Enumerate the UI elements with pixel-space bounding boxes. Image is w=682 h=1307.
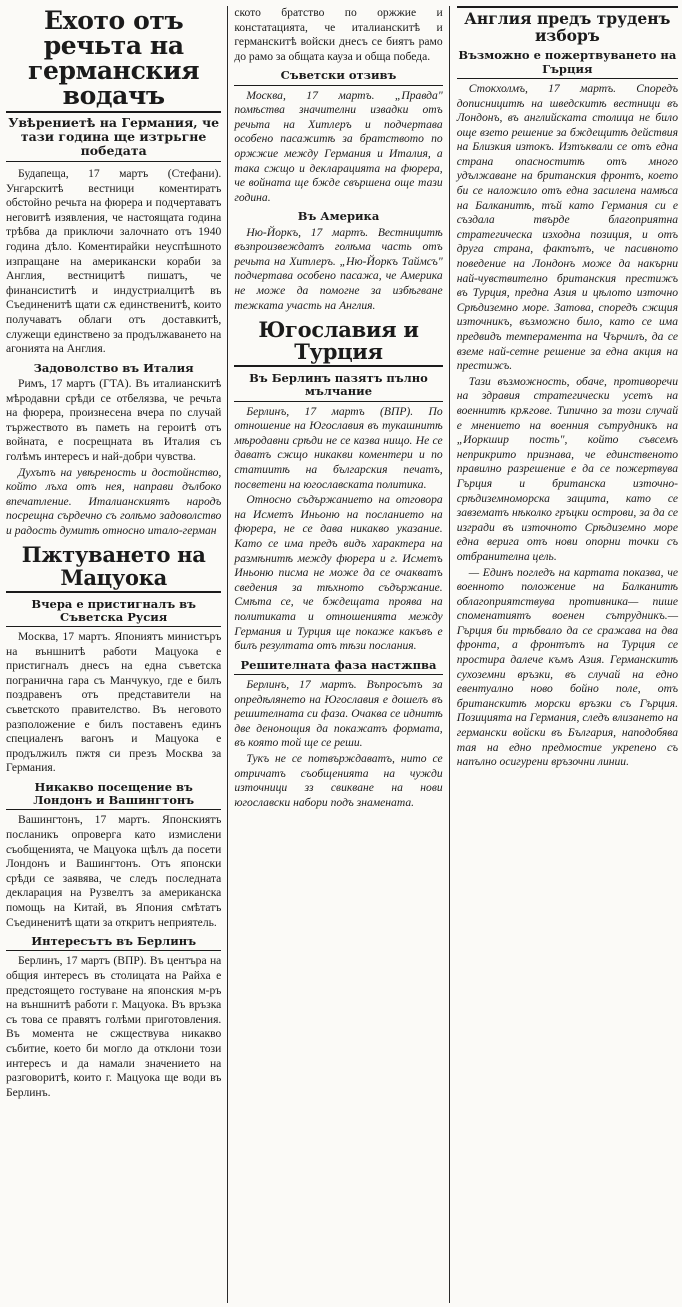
section-title-decisive-phase: Решителната фаза настжпва [234, 659, 442, 675]
section-title-berlin-interest: Интересътъ въ Берлинъ [6, 935, 221, 951]
article-paragraph: Москва, 17 мартъ. „Правда" помѣства значителни извадки отъ речьта на Хитлеръ и подчертава особено пасажитѣ за братството по оржжие между Германия и Италия, а така сжщо и декларацията на фюрера, че войната ще бжде свършена още тази година. [234, 88, 443, 204]
main-subheadline: Увѣрениетѣ на Германия, че тази година ще изтрьгне победата [6, 116, 221, 162]
article-paragraph: Стокхолмъ, 17 мартъ. Споредъ дописницитѣ на шведскитѣ вестници въ Лондонъ, въ английската столица не било още взето решение за бждещитѣ действия на Близкия изтокъ. Изтъквали се отъ една страна опасноститѣ отъ много удължаване на британския фронтъ, което би се наложило отъ една засилена намѣса на Балканитѣ, тъй като Германия си е създала твърде благоприятна стратегическа изходна позиция, и отъ друга страна, фактътъ, че пасивното поведение на Лондонъ може да накърни най-чувствително британския престижъ въ Турция, предна Азия и цѣлото източно Срѣдиземно море. Затова, споредъ сжщия източникъ, възможно било, като се има предвидъ темперамента на Чърчилъ, да се вземе най-сетне решение за една акция на престижъ. [456, 81, 678, 373]
article-paragraph: Берлинъ, 17 мартъ (ВПР). По отношение на Югославия въ тукашнитѣ мѣродавни срѣди не се казва нищо. Не се даватъ сжщо никакви коментери и по статиитѣ на българския печатъ, посветени на югославската политика. [234, 404, 443, 491]
section-headline-yugoslavia-turkey: Югославия и Турция [234, 319, 442, 367]
article-paragraph: Вашингтонъ, 17 мартъ. Японскиятъ посланикъ опроверга като измислени съобщенията, че Мацуока щѣлъ да посети Лондонъ и Вашингтонъ. Отъ японски срѣди се заявява, че следъ последната декларация на Рузвелтъ за американска помощь на Китай, въ Япония смѣтатъ Съединенитѣ щати за откритъ неприятель. [6, 813, 222, 929]
column-middle [227, 6, 448, 1303]
article-paragraph: Ню-Йоркъ, 17 мартъ. Вестницитѣ възпроизвеждатъ голѣма часть отъ речьта на Хитлеръ. „Ню-Йоркъ Таймсъ" подчертава особено пасажа, че Америка не може да помогне за избѣгване тежката участь на Англия. [234, 225, 443, 312]
section-subtitle-matsuoka: Вчера е пристигналъ въ Съветска Русия [6, 598, 221, 627]
article-paragraph: Духътъ на увѣреность и достойнство, който лъха отъ нея, направи дълбоко впечатление. Италианскиятъ народъ посрещна сърдечно съ голѣмо задоволство и радость думитѣ относно итало-герман [6, 465, 222, 537]
article-paragraph: Берлинъ, 17 мартъ (ВПР). Въ центъра на общия интересъ въ столицата на Райха е предстоящето гостуване на японския м-ръ на външнитѣ работи г. Мацуока. Въ връзка съ това се правятъ голѣми приготовления. Въ момента не сжществува никакво събитие, което би могло да отклони този интересъ и да намали значението на разговоритѣ, които г. Мацуока ще води въ Берлинъ. [6, 954, 222, 1099]
top-rule [457, 6, 678, 8]
section-title-in-america: Въ Америка [297, 209, 380, 224]
section-headline-matsuoka: Пжтуването на Мацуока [6, 544, 221, 592]
article-paragraph: Будапеща, 17 мартъ (Стефани). Унгарскитѣ вестници коментиратъ обстойно речьта на фюрера и подчертаватъ неговитѣ изявления, че настоящата година трѣбва да приключи залочнато отъ 1940 година дѣло. Коментирайки неуспѣшното изпращане на американски кораби за Англия, вестницитѣ пишатъ, че финансиститѣ и индустриалцитѣ въ Съединенитѣ щати сѫ единственитѣ, които получаватъ облаги отъ доставкитѣ, служещи единствено за продължаването на агонията на Англия. [6, 167, 222, 356]
article-paragraph: Относно съдържанието на отговора на Исметъ Иньоню на посланието на фюрера, не се дава никакво указание. Като се има предъ видъ характера на размѣнитѣ между фюрера и г. Исметъ Иньоню писма не може да се очакватъ сведения за тѣхното съдържание. Смѣта се, че бждещата проява на политиката и отношенията между Германия и Турция ще покаже какъвъ е билъ резултата отъ тѣзи послания. [234, 493, 443, 653]
article-paragraph: Тукъ не се потвърждаватъ, нито се отричатъ съобщенията на чужди източници зз свикване на нови югославски набори подъ знамената. [234, 751, 443, 809]
article-paragraph: Берлинъ, 17 мартъ. Въпросътъ за опредѣлянето на Югославия е дошелъ въ решителната си фаза. Очаква се иднитѣ две денонощия да покажатъ формата, въ която той ще се реши. [234, 677, 443, 750]
article-paragraph: Тази възможность, обаче, противоречи на здравия стратегически усетъ на военнитѣ крѫгове. Типично за този случай е мнението на военния сътрудникъ на „Иоркшир пость", който съвсемъ неприкрито признава, че единственото правилно разрешение е да се пожертвува Гърция и британска източно-срѣдиземноморска защита, като се завзематъ нѣколко гръцки острови, за да се изгради въ източното Срѣдиземно море една верига отъ нови опорни точки съ отбранителна цель. [456, 374, 678, 563]
headline-england-choice: Англия предъ труденъ изборъ [464, 9, 671, 45]
section-title-italy: Задоволство въ Италия [33, 360, 194, 375]
column-left [6, 6, 227, 1303]
article-continuation: ското братство по оржжие и констатацията, че италианскитѣ и германскитѣ войски днесъ се биятъ рамо до рамо за общата кауза и обща победа. [234, 6, 443, 63]
section-subtitle-berlin-silence: Въ Берлинъ пазятъ пълно мълчание [234, 372, 442, 401]
main-headline: Ехото отъ речьта на германския водачъ [6, 8, 221, 113]
column-right [449, 6, 678, 1303]
section-title-no-visit: Никакво посещение въ Лондонъ и Вашингтонъ [6, 781, 221, 810]
section-title-soviet-response: Съветски отзивъ [234, 69, 442, 85]
subheadline-greece-sacrifice: Възможно е пожертвуването на Гърция [457, 49, 678, 78]
article-paragraph: Москва, 17 мартъ. Япониятъ министъръ на външнитѣ работи Мацуока е пристигналъ днесъ на една съветска погранична гара съ Манчукуо, где е билъ поздравенъ отъ представители на съветското правителство. Въ неговото разположение е билъ поставенъ единъ специаленъ вагонъ и Мацуока е продължилъ пжтя си презъ Москва за Германия. [6, 630, 222, 775]
article-paragraph: Римъ, 17 мартъ (ГТА). Въ италианскитѣ мѣродавни срѣди се отбелязва, че речьта на фюрера, произнесена вчера по случай тържеството въ паметь на героитѣ отъ войната, е посрещната въ Италия съ голѣмъ интересъ и най-добри чувства. [6, 376, 222, 463]
article-paragraph: — Единъ погледъ на картата показва, че военното положение на Балканитѣ облагоприятствува противника— пише споменатиятъ военен сътрудникъ.— Гърция би трѣбвало да се сражава на два фронта, а фронтътъ на Турция се простира далече къмъ Азия. Германскитѣ сухоземни връзки, въ случай на едно евентуално ново бойно поле, отъ британскитѣ морски връзки съ Гърция. Позицията на Германия, следъ влизането на германски войски въ България, наподобява тая на едно предмостие укрепено съ напълно осигурени връзочни линии. [456, 565, 678, 769]
